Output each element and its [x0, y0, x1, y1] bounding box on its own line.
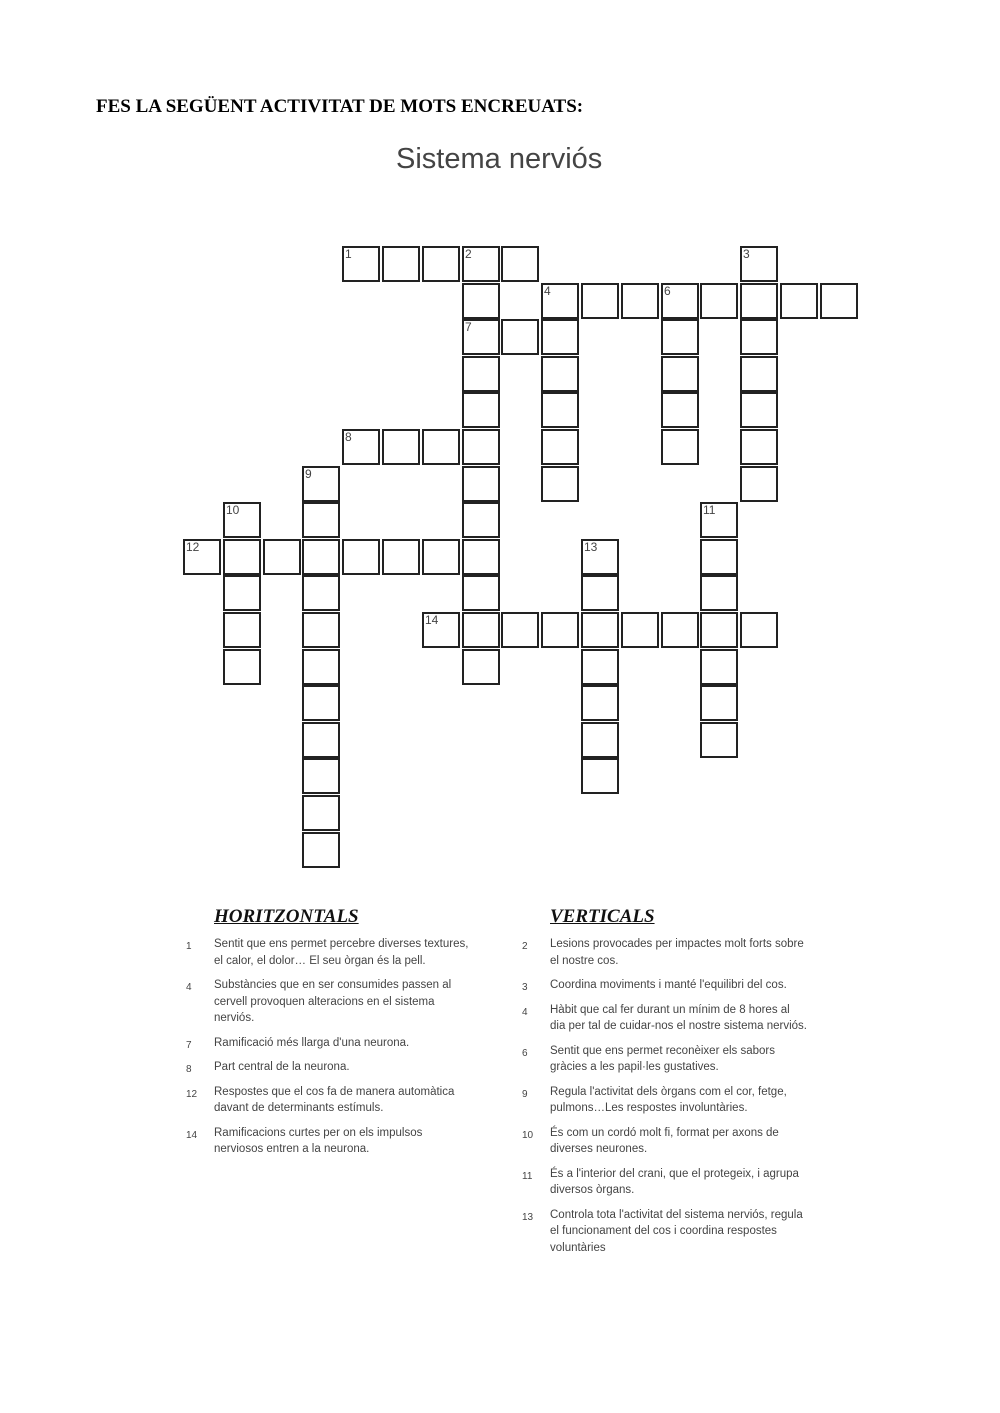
crossword-cell[interactable]	[700, 283, 738, 319]
crossword-cell[interactable]	[740, 319, 778, 355]
crossword-cell[interactable]	[740, 392, 778, 428]
crossword-cell[interactable]	[342, 429, 380, 465]
crossword-cell[interactable]	[422, 429, 460, 465]
crossword-cell[interactable]	[223, 502, 261, 538]
activity-heading: FES LA SEGÜENT ACTIVITAT DE MOTS ENCREUATS:	[96, 96, 584, 117]
clue-across-7	[186, 1035, 476, 1052]
vertical-clues-title: VERTICALS	[550, 906, 655, 927]
vertical-clues	[522, 906, 812, 1264]
crossword-cell[interactable]	[302, 612, 340, 648]
cell-number: 12	[186, 540, 200, 554]
clue-text: Part central de la neurona.	[214, 1061, 350, 1073]
clue-down-4	[522, 1002, 812, 1035]
horizontal-clues-title: HORITZONTALS	[214, 906, 359, 927]
clue-number: 9	[522, 1088, 528, 1100]
cell-number: 10	[226, 503, 240, 517]
crossword-cell[interactable]	[183, 539, 221, 575]
crossword-cell[interactable]	[223, 575, 261, 611]
crossword-cell[interactable]	[740, 356, 778, 392]
crossword-cell[interactable]	[541, 392, 579, 428]
crossword-cell[interactable]	[541, 356, 579, 392]
clue-text: Sentit que ens permet percebre diverses textures, el calor, el dolor… El seu òrgan és la pell.	[214, 938, 469, 967]
crossword-cell[interactable]	[541, 283, 579, 319]
clue-text: Ramificació més llarga d'una neurona.	[214, 1036, 410, 1049]
crossword-cell[interactable]	[581, 539, 619, 575]
crossword-cell[interactable]	[661, 319, 699, 355]
clue-text: Regula l'activitat dels òrgans com el cor, fetge, pulmons…Les respostes involuntàries.	[550, 1085, 787, 1114]
clue-text: Substàncies que en ser consumides passen al cervell provoquen alteracions en el sistema nerviós.	[214, 979, 452, 1024]
cell-number: 2	[465, 247, 472, 261]
clue-number: 4	[186, 982, 192, 993]
cell-number: 7	[465, 320, 472, 334]
crossword-cell[interactable]	[541, 429, 579, 465]
crossword-cell[interactable]	[342, 539, 380, 575]
crossword-cell[interactable]	[462, 356, 500, 392]
clue-number: 13	[522, 1211, 534, 1223]
crossword-cell[interactable]	[581, 649, 619, 685]
crossword-cell[interactable]	[223, 539, 261, 575]
clue-text: És com un cordó molt fi, format per axons de diverses neurones.	[550, 1126, 779, 1155]
clue-number: 12	[186, 1088, 198, 1100]
clue-down-2	[522, 936, 812, 969]
crossword-cell[interactable]	[223, 612, 261, 648]
crossword-cell[interactable]	[661, 612, 699, 648]
crossword-cell[interactable]	[621, 612, 659, 648]
puzzle-title: Sistema nerviós	[396, 143, 603, 175]
crossword-cell[interactable]	[422, 539, 460, 575]
crossword-cell[interactable]	[661, 429, 699, 465]
clue-number: 8	[186, 1064, 192, 1075]
crossword-cell[interactable]	[462, 649, 500, 685]
crossword-cell[interactable]	[700, 612, 738, 648]
crossword-cell[interactable]	[541, 466, 579, 502]
clue-number: 4	[522, 1006, 528, 1018]
clue-text: És a l'interior del crani, que el protegeix, i agrupa diversos òrgans.	[550, 1167, 799, 1196]
crossword-cell[interactable]	[302, 502, 340, 538]
cell-number: 11	[703, 503, 716, 517]
crossword-cell[interactable]	[382, 539, 420, 575]
crossword-cell[interactable]	[462, 392, 500, 428]
crossword-cell[interactable]	[302, 832, 340, 868]
clue-text: Sentit que ens permet reconèixer els sabors gràcies a les papil·les gustatives.	[550, 1044, 776, 1073]
crossword-cell[interactable]	[302, 758, 340, 794]
crossword-cell[interactable]	[462, 612, 500, 648]
clue-across-12	[186, 1084, 476, 1117]
clue-across-4	[186, 977, 476, 1027]
cell-number: 1	[345, 247, 352, 261]
crossword-cell[interactable]	[581, 612, 619, 648]
clue-down-9	[522, 1084, 812, 1117]
crossword-cell[interactable]	[302, 722, 340, 758]
clue-number: 7	[186, 1039, 192, 1051]
crossword-cell[interactable]	[382, 429, 420, 465]
crossword-cell[interactable]	[581, 575, 619, 611]
crossword-cell[interactable]	[700, 649, 738, 685]
crossword-cell[interactable]	[342, 246, 380, 282]
cell-number: 9	[305, 467, 312, 481]
clue-text: Hàbit que cal fer durant un mínim de 8 hores al dia per tal de cuidar-nos el nostre sistema nerviós.	[550, 1003, 807, 1032]
crossword-cell[interactable]	[462, 539, 500, 575]
crossword-cell[interactable]	[462, 319, 500, 355]
clue-across-14	[186, 1125, 476, 1158]
crossword-cell[interactable]	[740, 283, 778, 319]
clue-text: Ramificacions curtes per on els impulsos nerviosos entren a la neurona.	[214, 1126, 423, 1155]
crossword-cell[interactable]	[700, 575, 738, 611]
clue-number: 11	[522, 1170, 533, 1182]
crossword-cell[interactable]	[462, 246, 500, 282]
clue-text: Coordina moviments i manté l'equilibri del cos.	[550, 979, 787, 991]
cell-number: 4	[544, 284, 551, 298]
crossword-cell[interactable]	[462, 575, 500, 611]
crossword-cell[interactable]	[740, 466, 778, 502]
clue-across-8	[186, 1059, 476, 1076]
clue-number: 3	[522, 982, 528, 993]
crossword-cell[interactable]	[422, 612, 460, 648]
cell-number: 8	[345, 430, 352, 444]
crossword-cell[interactable]	[541, 319, 579, 355]
clue-number: 1	[186, 941, 192, 952]
crossword-cell[interactable]	[820, 283, 858, 319]
crossword-cell[interactable]	[621, 283, 659, 319]
crossword-cell[interactable]	[422, 246, 460, 282]
horizontal-clues	[186, 906, 476, 1166]
clue-down-13	[522, 1207, 812, 1257]
crossword-cell[interactable]	[501, 612, 539, 648]
crossword-cell[interactable]	[740, 429, 778, 465]
crossword-cell[interactable]	[700, 722, 738, 758]
clue-number: 6	[522, 1047, 528, 1059]
crossword-cell[interactable]	[462, 502, 500, 538]
crossword-cell[interactable]	[462, 429, 500, 465]
clue-down-11	[522, 1166, 812, 1199]
clue-number: 2	[522, 941, 528, 952]
crossword-cell[interactable]	[661, 392, 699, 428]
crossword-cell[interactable]	[581, 758, 619, 794]
clue-text: Respostes que el cos fa de manera automàtica davant de determinants estímuls.	[214, 1085, 455, 1114]
crossword-cell[interactable]	[263, 539, 301, 575]
clue-text: Lesions provocades per impactes molt forts sobre el nostre cos.	[550, 938, 804, 967]
clue-down-6	[522, 1043, 812, 1076]
crossword-cell[interactable]	[661, 283, 699, 319]
crossword-cell[interactable]	[581, 283, 619, 319]
crossword-cell[interactable]	[700, 685, 738, 721]
clue-down-10	[522, 1125, 812, 1158]
crossword-cell[interactable]	[302, 795, 340, 831]
clue-across-1	[186, 936, 476, 969]
cell-number: 13	[584, 540, 598, 554]
clue-number: 10	[522, 1129, 534, 1141]
clue-text: Controla tota l'activitat del sistema nerviós, regula el funcionament del cos i coordina respostes voluntàries	[550, 1208, 803, 1254]
crossword-cell[interactable]	[700, 502, 738, 538]
crossword-cell[interactable]	[462, 466, 500, 502]
crossword-cell[interactable]	[302, 466, 340, 502]
crossword-cell[interactable]	[740, 246, 778, 282]
crossword-cell[interactable]	[541, 612, 579, 648]
crossword-cell[interactable]	[740, 612, 778, 648]
crossword-cell[interactable]	[501, 246, 539, 282]
crossword-cell[interactable]	[462, 283, 500, 319]
cell-number: 14	[425, 613, 439, 627]
crossword-cell[interactable]	[382, 246, 420, 282]
crossword-cell[interactable]	[302, 685, 340, 721]
cell-number: 3	[743, 247, 750, 261]
crossword-cell[interactable]	[780, 283, 818, 319]
crossword-cell[interactable]	[501, 319, 539, 355]
crossword-cell[interactable]	[700, 539, 738, 575]
crossword-cell[interactable]	[581, 685, 619, 721]
crossword-cell[interactable]	[302, 649, 340, 685]
clue-number: 14	[186, 1129, 198, 1141]
crossword-cell[interactable]	[661, 356, 699, 392]
crossword-cell[interactable]	[223, 649, 261, 685]
cell-number: 6	[664, 284, 671, 298]
crossword-cell[interactable]	[302, 575, 340, 611]
clue-down-3	[522, 977, 812, 994]
crossword-cell[interactable]	[581, 722, 619, 758]
crossword-cell[interactable]	[302, 539, 340, 575]
